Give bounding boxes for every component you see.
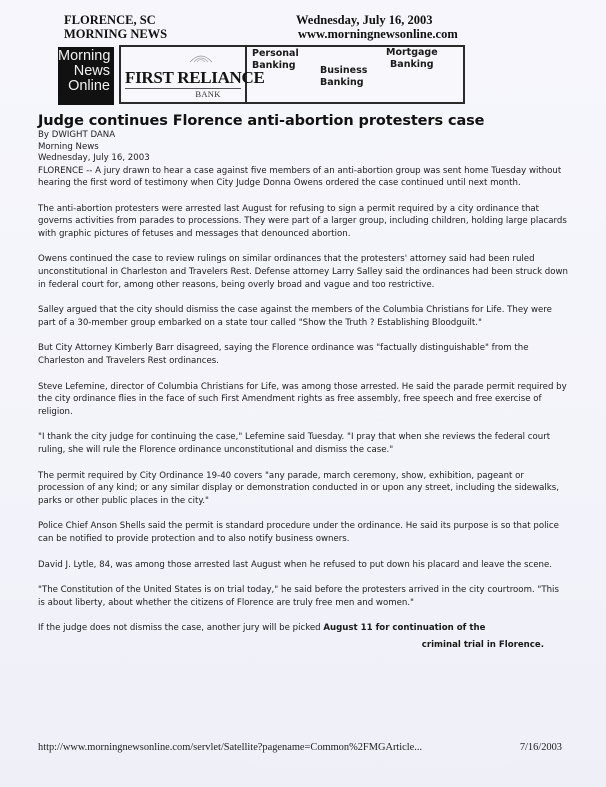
morning-news-online-logo[interactable] bbox=[58, 47, 114, 105]
article-paragraph: The anti-abortion protesters were arrested last August for refusing to sign a permit required by a city ordinance that governs activities from parades to processions. They were part of a larger group, including children, holding large placards with graphic pictures of fetuses and messages that denounced abortion. bbox=[38, 203, 567, 239]
print-footer bbox=[38, 742, 562, 753]
article-paragraph-last bbox=[38, 622, 568, 651]
first-reliance-bank-logo[interactable] bbox=[121, 47, 265, 102]
article-paragraph: Salley argued that the city should dismiss the case against the members of the Columbia Christians for Life. They were part of a 30-member group embarked on a state tour called "Show the Truth ? Establishing Bloodguilt." bbox=[38, 305, 552, 328]
signal-arc-icon bbox=[187, 52, 215, 64]
article-paragraph: But City Attorney Kimberly Barr disagreed, saying the Florence ordinance was "factually distinguishable" from the Charleston and Travelers Rest ordinances. bbox=[38, 343, 529, 367]
last-paragraph-bold: August 11 for continuation of the bbox=[323, 623, 486, 634]
article-byline: By DWIGHT DANA bbox=[38, 130, 116, 140]
header-city: FLORENCE, SC bbox=[64, 13, 156, 27]
article-paragraph: "I thank the city judge for continuing the case," Lefemine said Tuesday. "I pray that when she reviews the federal court ruling, she will rule the Florence ordinance unconstitutional and dismiss the case." bbox=[38, 432, 551, 455]
footer-date: 7/16/2003 bbox=[519, 742, 562, 753]
personal-banking-link[interactable] bbox=[252, 48, 299, 72]
header-right bbox=[296, 13, 458, 41]
link-line: Banking bbox=[252, 60, 296, 71]
article-date: Wednesday, July 16, 2003 bbox=[38, 153, 150, 163]
article-paragraph: "The Constitution of the United States is on trial today," he said before the protesters arrived in the city courtroom. "This is about liberty, about whether the citizens of Florence are truly free men and women." bbox=[38, 585, 559, 608]
header-site-url[interactable]: www.morningnewsonline.com bbox=[298, 27, 458, 41]
logo-line: News bbox=[73, 63, 110, 79]
footer-url[interactable]: http://www.morningnewsonline.com/servlet/Satellite?pagename=Common%2FMGArticle... bbox=[38, 742, 423, 753]
logo-line: Morning bbox=[58, 48, 111, 64]
article-paragraph: Owens continued the case to review rulings on similar ordinances that the protesters' attorney said had been ruled unconstitutional in Charleston and Travelers Rest. Defense attorney Larry Salley said the ordinances had been struck down in federal court for, among other reasons, being overly broad and vague and too restrictive. bbox=[38, 254, 568, 290]
last-paragraph-start: If the judge does not dismiss the case, another jury will be picked bbox=[38, 623, 324, 634]
article-paragraph: David J. Lytle, 84, was among those arrested last August when he refused to put down his placard and leave the scene. bbox=[38, 559, 552, 570]
logo-line: Online bbox=[68, 78, 110, 94]
link-line: Mortgage bbox=[386, 47, 438, 58]
article bbox=[38, 113, 568, 652]
link-line: Banking bbox=[390, 59, 434, 70]
article-body bbox=[38, 165, 568, 610]
link-line: Business bbox=[320, 65, 368, 76]
article-paragraph: FLORENCE -- A jury drawn to hear a case against five members of an anti-abortion group was sent home Tuesday without hearing the first word of testimony when City Judge Donna Owens ordered the case continued until next month. bbox=[38, 165, 562, 189]
article-paragraph: Steve Lefemine, director of Columbia Christians for Life, was among those arrested. He said the parade permit required by the city ordinance flies in the face of such First Amendment rights as free assembly, free speech and free exercise of religion. bbox=[38, 381, 567, 417]
article-paragraph: Police Chief Anson Shells said the permit is standard procedure under the ordinance. He said its purpose is so that police can be notified to provide protection and to also notify business owners. bbox=[38, 521, 559, 544]
bank-advertisement-banner[interactable] bbox=[119, 45, 465, 104]
bank-name: FIRST RELIANCE bbox=[125, 68, 265, 87]
article-source: Morning News bbox=[38, 141, 99, 152]
link-line: Banking bbox=[320, 77, 364, 88]
header-left bbox=[64, 13, 167, 41]
bank-subtitle: BANK bbox=[195, 89, 221, 99]
business-banking-link[interactable] bbox=[320, 65, 367, 89]
link-line: Personal bbox=[252, 48, 299, 59]
header-date: Wednesday, July 16, 2003 bbox=[296, 13, 433, 27]
last-paragraph-end: criminal trial in Florence. bbox=[421, 639, 544, 650]
article-paragraph: The permit required by City Ordinance 19-40 covers "any parade, march ceremony, show, exhibition, pageant or procession of any kind; or any similar display or demonstration conducted in or upon any street, including the sidewalks, parks or other public places in the city." bbox=[38, 470, 559, 506]
header-paper: MORNING NEWS bbox=[64, 27, 168, 41]
mortgage-banking-link[interactable] bbox=[386, 47, 438, 71]
article-headline: Judge continues Florence anti-abortion protesters case bbox=[38, 113, 485, 129]
